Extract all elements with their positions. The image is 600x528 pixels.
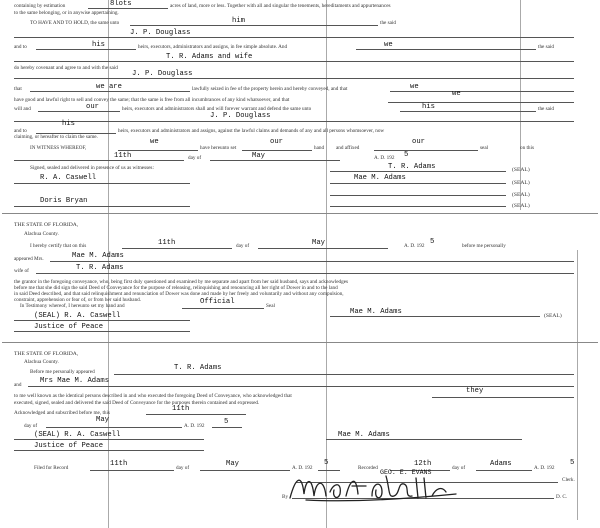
ack-text: day of bbox=[24, 423, 38, 429]
grantor-names: T. R. Adams and wife bbox=[166, 53, 253, 61]
pronoun-we-are: we are bbox=[96, 83, 122, 91]
ack-day: 11th bbox=[172, 405, 190, 413]
ack-text: to me well known as the identical persons described in and who executed the foregoing Deed of Conveyance, who acknowledged that bbox=[14, 393, 292, 399]
by-label: By bbox=[282, 494, 289, 500]
grantor-signature: Mae M. Adams bbox=[354, 174, 406, 182]
deed-text: will and bbox=[14, 106, 31, 112]
deed-text: to the same belonging, or in anywise appertaining. bbox=[14, 10, 119, 16]
deed-text: have good and lawful right to sell and convey the same; that the same is free from all incumbrances of any kind whatsoever, and that bbox=[14, 97, 290, 103]
grantee-pronoun: him bbox=[232, 17, 245, 25]
seal-label: (SEAL) bbox=[512, 180, 530, 186]
filed-month: May bbox=[226, 460, 239, 468]
officer-signature: (SEAL) R. A. Caswell bbox=[34, 431, 121, 439]
pronoun-we: we bbox=[384, 41, 393, 49]
record-text: day of bbox=[176, 465, 190, 471]
recorded-year-digit: 5 bbox=[570, 459, 575, 467]
ack-year-digit: 5 bbox=[224, 418, 229, 426]
wife-name: Mae M. Adams bbox=[72, 252, 124, 260]
ack-text: Seal bbox=[266, 303, 275, 309]
ack-text: before me personally bbox=[462, 243, 506, 249]
fold-line bbox=[326, 0, 327, 528]
appearer-name: T. R. Adams bbox=[174, 364, 222, 372]
ack-text: I hereby certify that on this bbox=[30, 243, 87, 249]
state-heading: THE STATE OF FLORIDA, bbox=[14, 351, 79, 357]
seal-label: (SEAL) bbox=[544, 313, 562, 319]
wife-signature: Mae M. Adams bbox=[350, 308, 402, 316]
deed-text: the said bbox=[538, 106, 554, 112]
deed-text: the said bbox=[380, 20, 396, 26]
ack-text: day of bbox=[236, 243, 250, 249]
ack-text: in said Deed described, and that said relinquishment and renunciation of Dower was done and made by her freely and voluntarily and without any compulsion, bbox=[14, 291, 344, 297]
deed-text: claiming, or hereafter to claim the same. bbox=[14, 134, 98, 140]
deed-text: day of bbox=[188, 155, 202, 161]
pronoun-we: we bbox=[150, 138, 159, 146]
deed-text: Signed, sealed and delivered in presence of us as witnesses: bbox=[30, 165, 154, 171]
pronoun-they: they bbox=[466, 387, 484, 395]
deputy-clerk-signature bbox=[286, 470, 476, 504]
recorded-label: Recorded bbox=[358, 465, 378, 471]
ack-text: A. D. 192 bbox=[404, 243, 425, 249]
fold-line bbox=[577, 250, 578, 520]
deed-text: hand bbox=[314, 145, 325, 151]
deed-text: that bbox=[14, 86, 22, 92]
deed-text: lawfully seized in fee of the property herein and hereby conveyed, and that bbox=[192, 86, 348, 92]
deed-text: the said bbox=[538, 44, 554, 50]
pronoun-his: his bbox=[62, 120, 75, 128]
county-label: Alachua County. bbox=[24, 231, 59, 237]
ack-text: executed, signed, sealed and delivered the said Deed of Conveyance for the purposes therein contained and expressed. bbox=[14, 400, 260, 406]
fold-line bbox=[520, 0, 521, 210]
section-divider bbox=[2, 342, 598, 343]
witness-signature: Doris Bryan bbox=[40, 197, 88, 205]
acres-value: 8lots bbox=[110, 0, 132, 8]
county-label: Alachua County. bbox=[24, 359, 59, 365]
pronoun-our: our bbox=[412, 138, 425, 146]
section-divider bbox=[2, 213, 598, 214]
record-text: A. D. 192 bbox=[292, 465, 313, 471]
record-text: day of bbox=[452, 465, 466, 471]
grantee-name: J. P. Douglass bbox=[130, 29, 191, 37]
ack-text: Before me personally appeared bbox=[30, 369, 95, 375]
officer-title: Justice of Peace bbox=[34, 442, 104, 450]
witness-signature: R. A. Caswell bbox=[40, 174, 97, 182]
ack-text: before me that she did sign the said Deed of Conveyance for the purpose of releasing, relinquishing and renouncing all her right of Dower in and to the land bbox=[14, 285, 338, 291]
clerk-label: Clerk. bbox=[562, 477, 575, 483]
seal-label: (SEAL) bbox=[512, 192, 530, 198]
pronoun-his: his bbox=[422, 103, 435, 111]
ack-text: appeared Mrs. bbox=[14, 256, 44, 262]
husband-name: T. R. Adams bbox=[76, 264, 124, 272]
record-text: A. D. 192 bbox=[534, 465, 555, 471]
ack-text: constraint, apprehension or fear of, or from her said husband. bbox=[14, 297, 142, 303]
officer-signature: (SEAL) R. A. Caswell bbox=[34, 312, 121, 320]
ack-text: Acknowledged and subscribed before me, this bbox=[14, 410, 110, 416]
seal-label: (SEAL) bbox=[512, 167, 530, 173]
ack-text: the grantor in the foregoing conveyance, who, being first duly questioned and examined by me separate and apart from her said husband, says and acknowledges bbox=[14, 279, 349, 285]
seal-label: (SEAL) bbox=[512, 203, 530, 209]
deed-text: heirs, executors, administrators and assigns, in fee simple absolute. And bbox=[138, 44, 288, 50]
deed-text: acres of land, more or less. Together with all and singular the tenements, hereditaments and appurtenances bbox=[170, 3, 391, 9]
pronoun-we: we bbox=[452, 90, 461, 98]
deed-text: IN WITNESS WHEREOF, bbox=[30, 145, 87, 151]
deed-text: and affixed bbox=[336, 145, 360, 151]
deed-text: heirs, executors and administrators shall and will forever warrant and defend the same unto bbox=[122, 106, 312, 112]
pronoun-our: our bbox=[86, 103, 99, 111]
deed-text: seal bbox=[480, 145, 489, 151]
ack-text: and bbox=[14, 382, 22, 388]
deed-text: do hereby covenant and agree to and with the said bbox=[14, 65, 118, 71]
filed-year-digit: 5 bbox=[324, 459, 329, 467]
witness-day: 11th bbox=[114, 152, 132, 160]
appearer-name: Mrs Mae M. Adams bbox=[40, 377, 110, 385]
deed-text: containing by estimation bbox=[14, 3, 66, 9]
ack-month: May bbox=[312, 239, 325, 247]
ack-day: 11th bbox=[158, 239, 176, 247]
deed-text: A. D. 192 bbox=[374, 155, 395, 161]
deed-text: TO HAVE AND TO HOLD, the same unto bbox=[30, 20, 120, 26]
filed-label: Filed for Record bbox=[34, 465, 69, 471]
deed-text: heirs, executors and administrators and assigns, against the lawful claims and demands of any and all persons whomsoever, now bbox=[118, 128, 385, 134]
seal-type: Official bbox=[200, 298, 235, 306]
ack-text: wife of bbox=[14, 268, 29, 274]
deed-text: on this bbox=[520, 145, 534, 151]
witness-month: May bbox=[252, 152, 265, 160]
ack-text: A. D. 192 bbox=[184, 423, 205, 429]
pronoun-his: his bbox=[92, 41, 105, 49]
pronoun-we: we bbox=[410, 83, 419, 91]
deed-text: and to bbox=[14, 128, 27, 134]
filed-day: 11th bbox=[110, 460, 128, 468]
ack-month: May bbox=[96, 416, 109, 424]
grantee-name: J. P. Douglass bbox=[210, 112, 271, 120]
witness-year-digit: 5 bbox=[404, 151, 409, 159]
deed-text: have hereunto set bbox=[200, 145, 237, 151]
grantor-signature: T. R. Adams bbox=[388, 163, 436, 171]
recorded-day: 12th bbox=[414, 460, 432, 468]
ack-text: In Testimony whereof, I hereunto set my hand and bbox=[20, 303, 125, 309]
clerk-name: GEO. E. EVANS bbox=[380, 469, 432, 476]
deed-text: and to bbox=[14, 44, 27, 50]
deputy-clerk-label: D. C. bbox=[556, 494, 568, 500]
recorded-month: Adams bbox=[490, 460, 512, 468]
pronoun-our: our bbox=[270, 138, 283, 146]
ack-year-digit: 5 bbox=[430, 238, 435, 246]
wife-signature: Mae M. Adams bbox=[338, 431, 390, 439]
state-heading: THE STATE OF FLORIDA, bbox=[14, 222, 79, 228]
officer-title: Justice of Peace bbox=[34, 323, 104, 331]
grantee-name: J. P. Douglass bbox=[132, 70, 193, 78]
